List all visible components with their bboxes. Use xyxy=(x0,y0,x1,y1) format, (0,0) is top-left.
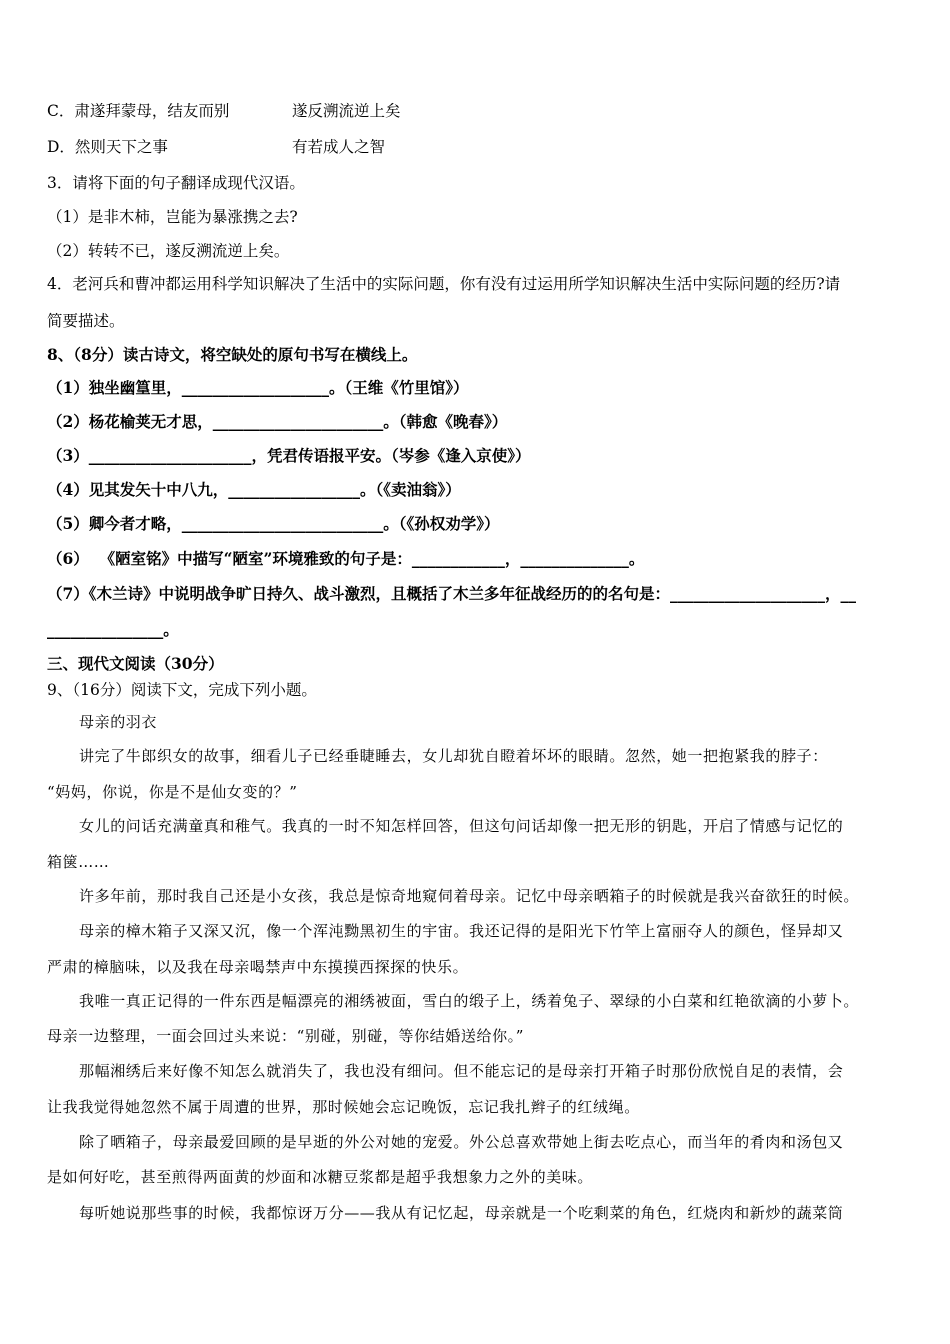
q4-line-2: 简要描述。 xyxy=(47,312,125,330)
story-line-10: 那幅湘绣后来好像不知怎么就消失了，我也没有细问。但不能忘记的是母亲打开箱子时那份欣悦自足的表情，会 xyxy=(79,1062,844,1080)
story-line-1: 讲完了牛郎织女的故事，细看儿子已经垂睫睡去，女儿却犹自瞪着坏坏的眼睛。忽然，她一把抱紧我的脖子： xyxy=(79,747,828,765)
q9-header: 9、（16分）阅读下文，完成下列小题。 xyxy=(47,681,317,699)
story-line-13: 是如何好吃，甚至煎得两面黄的炒面和冰糖豆浆都是超乎我想象力之外的美味。 xyxy=(47,1168,594,1186)
q8-item-7-continued: _______________。 xyxy=(47,620,179,639)
story-line-14: 每听她说那些事的时候，我都惊讶万分——我从有记忆起，母亲就是一个吃剩菜的角色，红烧肉和新炒的蔬菜筒 xyxy=(79,1204,844,1222)
story-line-5: 许多年前，那时我自己还是小女孩，我总是惊奇地窥伺着母亲。记忆中母亲晒箱子的时候就是我兴奋欲狂的时候。 xyxy=(79,887,860,905)
option-c-right: 遂反溯流逆上矣 xyxy=(292,102,401,120)
option-d-left: D．然则天下之事 xyxy=(47,138,168,156)
option-d-right: 有若成人之智 xyxy=(292,138,386,156)
q3-item-2: （2）转转不已，遂反溯流逆上矣。 xyxy=(47,242,290,260)
q8-item-7: （7）《木兰诗》中说明战争旷日持久、战斗激烈，且概括了木兰多年征战经历的的名句是：____________________，__ xyxy=(47,584,857,603)
q8-item-6: （6） 《陋室铭》中描写“陋室”环境雅致的句子是：____________，______________。 xyxy=(47,549,645,568)
q8-item-2: （2）杨花榆荚无才思，______________________。（韩愈《晚春》） xyxy=(47,412,508,431)
q3-prompt: 3．请将下面的句子翻译成现代汉语。 xyxy=(47,174,305,192)
q8-item-5: （5）卿今者才略，__________________________。（《孙权劝学》） xyxy=(47,514,500,533)
story-line-8: 我唯一真正记得的一件东西是幅漂亮的湘绣被面，雪白的缎子上，绣着兔子、翠绿的小白菜和红艳欲滴的小萝卜。 xyxy=(79,992,860,1010)
story-line-2: “妈妈，你说，你是不是仙女变的？” xyxy=(47,783,298,801)
q8-item-4: （4）见其发矢十中八九，_________________。（《卖油翁》） xyxy=(47,480,461,499)
option-c-left: C．肃遂拜蒙母，结友而别 xyxy=(47,102,230,120)
story-line-3: 女儿的问话充满童真和稚气。我真的一时不知怎样回答，但这句问话却像一把无形的钥匙，开启了情感与记忆的 xyxy=(79,817,844,835)
q8-item-1: （1）独坐幽篁里，___________________。（王维《竹里馆》） xyxy=(47,378,469,397)
story-line-12: 除了晒箱子，母亲最爱回顾的是早逝的外公对她的宠爱。外公总喜欢带她上街去吃点心，而当年的肴肉和汤包又 xyxy=(79,1133,844,1151)
story-line-9: 母亲一边整理，一面会回过头来说：“别碰，别碰，等你结婚送给你。” xyxy=(47,1027,525,1045)
section-3-title: 三、现代文阅读（30分） xyxy=(47,654,224,673)
story-line-4: 箱箧…… xyxy=(47,853,110,871)
q8-item-3: （3）_____________________，凭君传语报平安。（岑参《逢入京使》） xyxy=(47,446,531,465)
story-line-11: 让我我觉得她忽然不属于周遭的世界，那时候她会忘记晚饭，忘记我扎辫子的红绒绳。 xyxy=(47,1098,640,1116)
story-line-6: 母亲的樟木箱子又深又沉，像一个浑沌黝黑初生的宇宙。我还记得的是阳光下竹竿上富丽夺人的颜色，怪异却又 xyxy=(79,922,844,940)
story-line-7: 严肃的樟脑味，以及我在母亲喝禁声中东摸摸西探探的快乐。 xyxy=(47,958,469,976)
q4-line-1: 4．老河兵和曹冲都运用科学知识解决了生活中的实际问题，你有没有过运用所学知识解决生活中实际问题的经历?请 xyxy=(47,275,841,293)
q8-header: 8、（8分）读古诗文，将空缺处的原句书写在横线上。 xyxy=(47,345,418,364)
story-title: 母亲的羽衣 xyxy=(79,713,158,731)
q3-item-1: （1）是非木柿，岂能为暴涨携之去? xyxy=(47,208,298,226)
